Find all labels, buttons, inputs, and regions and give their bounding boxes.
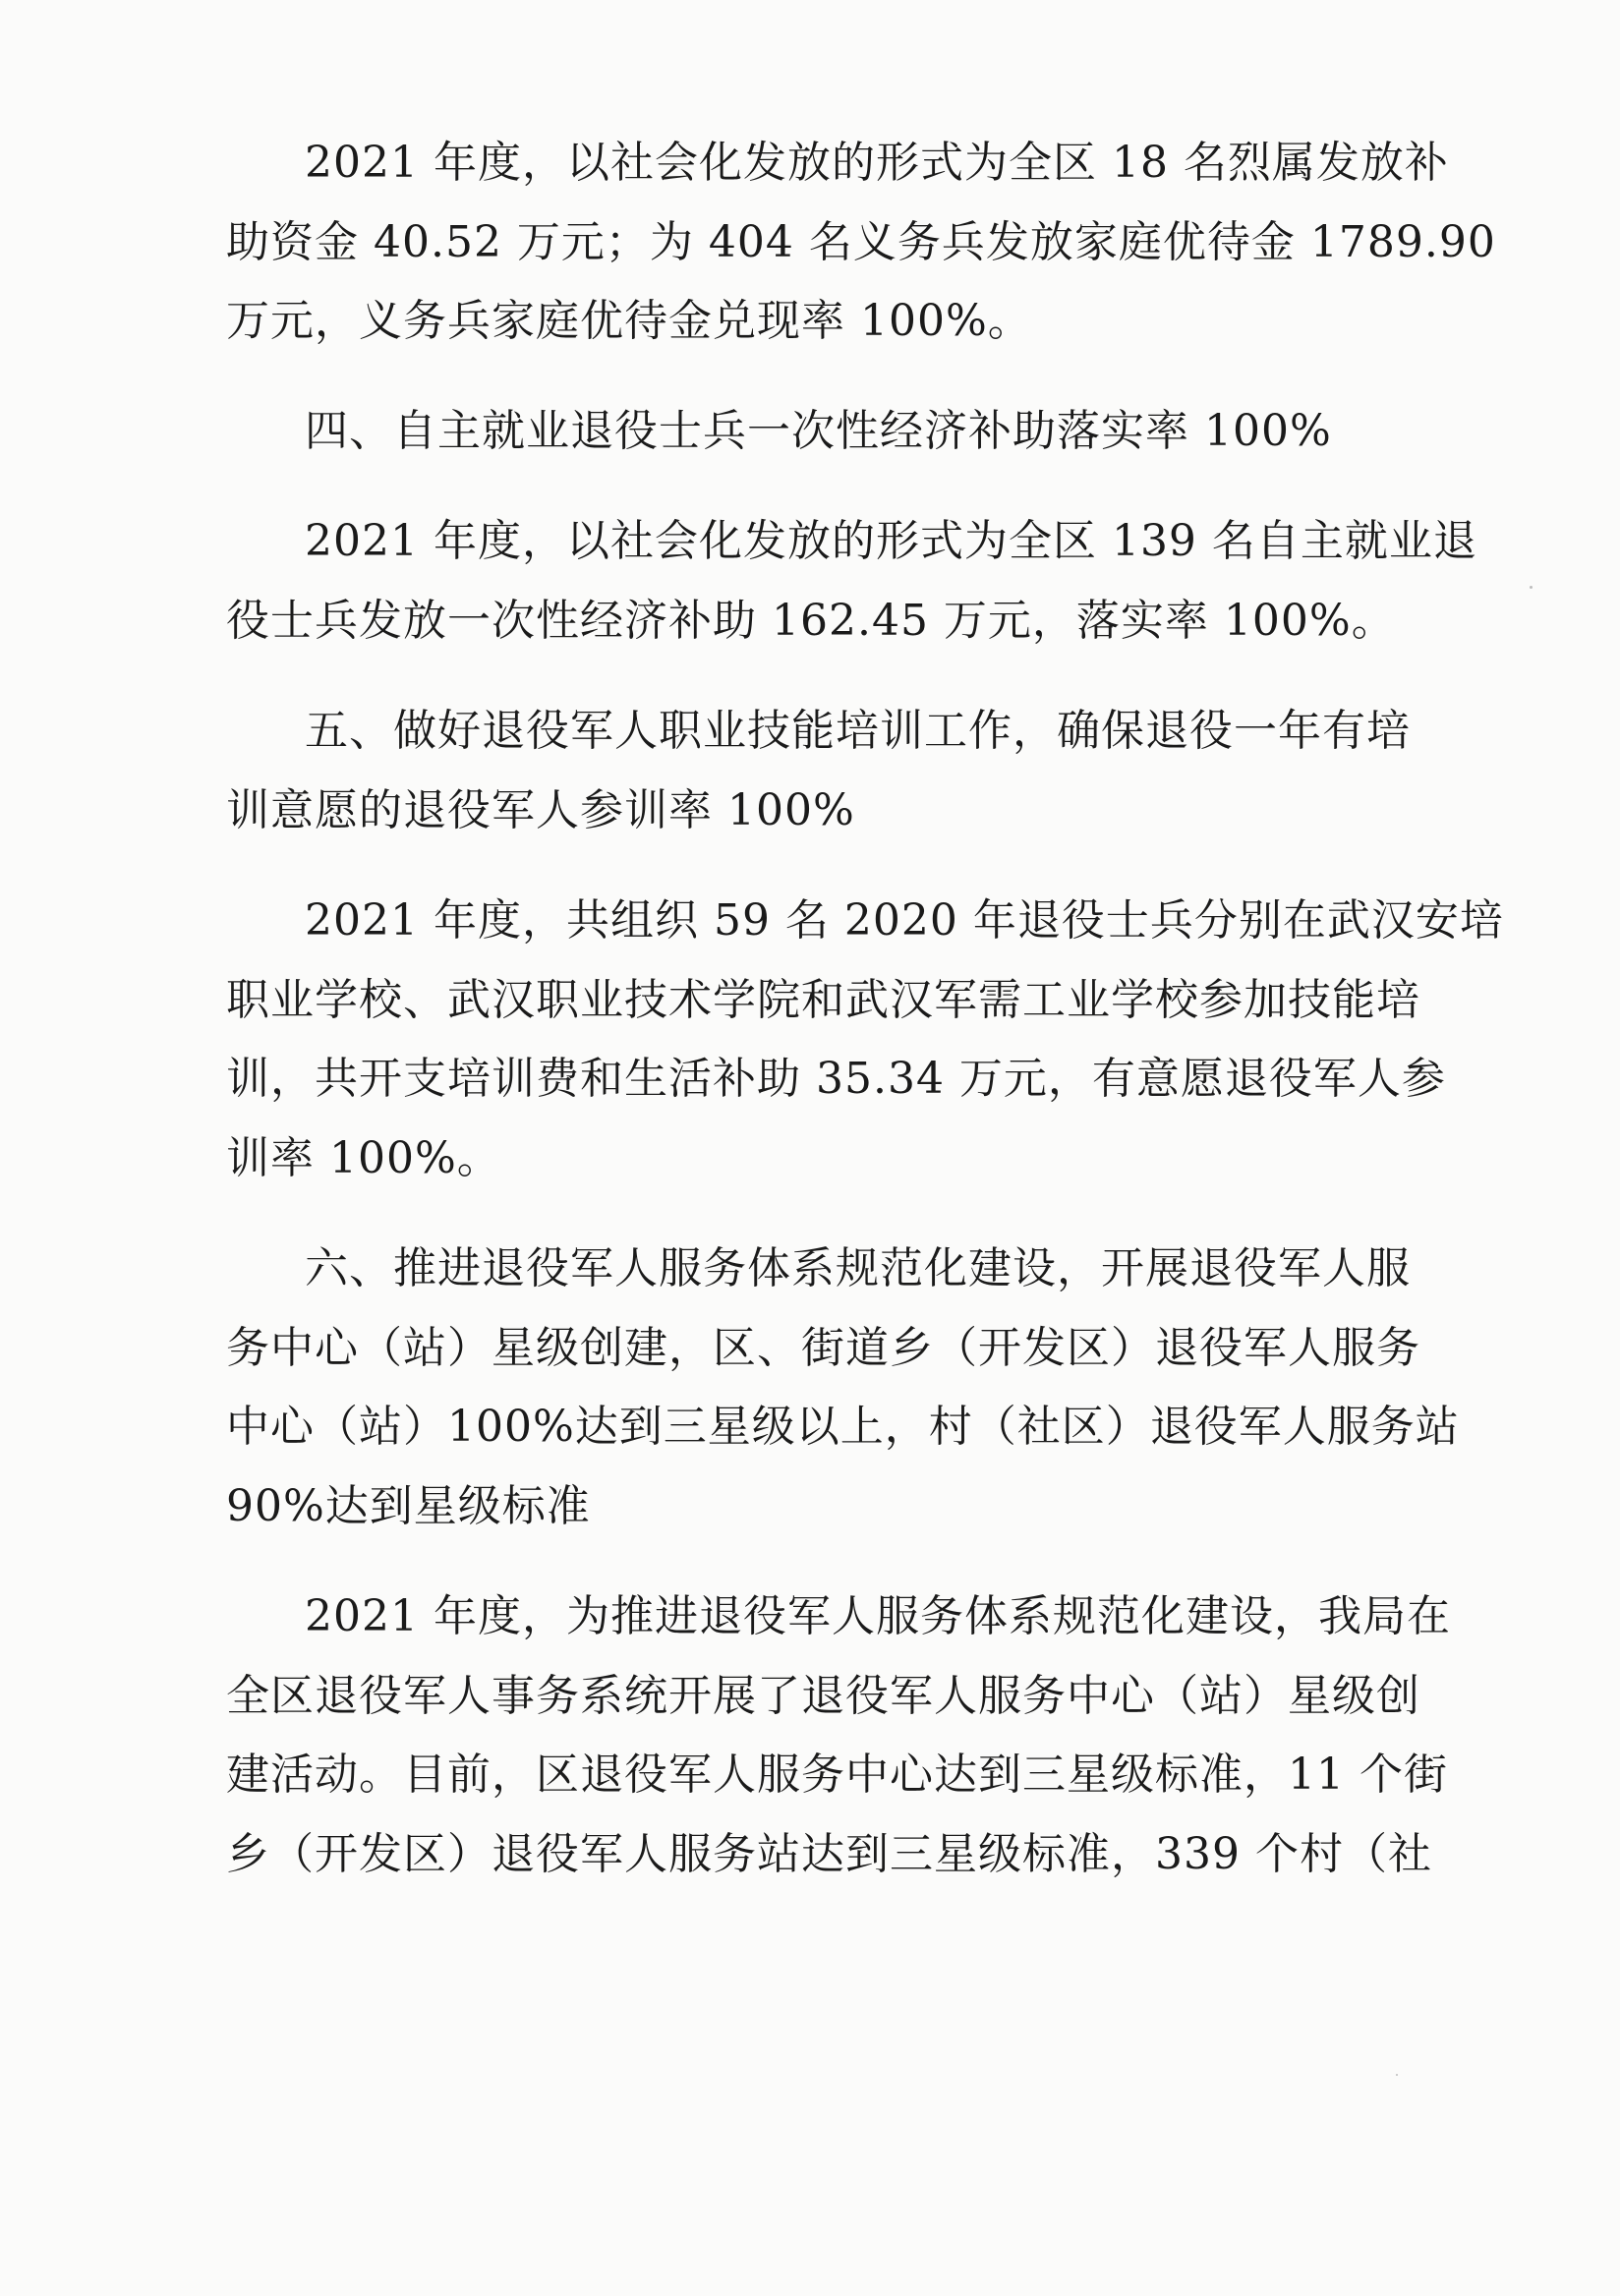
section-heading-6-line-1: 六、推进退役军人服务体系规范化建设，开展退役军人服 [305,1243,1411,1293]
paragraph-1-line-2: 助资金 40.52 万元；为 404 名义务兵发放家庭优待金 1789.90 [226,217,1496,267]
section-heading-5-line-1: 五、做好退役军人职业技能培训工作，确保退役一年有培 [305,706,1411,756]
paragraph-3-line-4: 训率 100%。 [226,1133,501,1183]
paragraph-2-line-1: 2021 年度，以社会化发放的形式为全区 139 名自主就业退 [305,516,1477,566]
paragraph-1-line-1: 2021 年度，以社会化发放的形式为全区 18 名烈属发放补 [305,138,1449,188]
paragraph-4-line-3: 建活动。目前，区退役军人服务中心达到三星级标准，11 个街 [226,1750,1448,1800]
section-heading-6-line-3: 中心（站）100%达到三星级以上，村（社区）退役军人服务站 [226,1402,1460,1452]
paragraph-3-line-3: 训，共开支培训费和生活补助 35.34 万元，有意愿退役军人参 [226,1054,1446,1104]
paragraph-4-line-1: 2021 年度，为推进退役军人服务体系规范化建设，我局在 [305,1591,1451,1641]
scan-speck [1530,586,1533,589]
section-heading-5-line-2: 训意愿的退役军人参训率 100% [226,785,855,835]
paragraph-4-line-4: 乡（开发区）退役军人服务站达到三星级标准，339 个村（社 [226,1829,1432,1879]
paragraph-3-line-2: 职业学校、武汉职业技术学院和武汉军需工业学校参加技能培 [226,975,1420,1025]
section-heading-6-line-2: 务中心（站）星级创建，区、街道乡（开发区）退役军人服务 [226,1323,1420,1373]
section-heading-4: 四、自主就业退役士兵一次性经济补助落实率 100% [305,406,1332,456]
paragraph-1-line-3: 万元，义务兵家庭优待金兑现率 100%。 [226,296,1032,346]
paragraph-3-line-1: 2021 年度，共组织 59 名 2020 年退役士兵分别在武汉安培 [305,895,1504,946]
paragraph-4-line-2: 全区退役军人事务系统开展了退役军人服务中心（站）星级创 [226,1671,1420,1721]
paragraph-2-line-2: 役士兵发放一次性经济补助 162.45 万元，落实率 100%。 [226,596,1396,646]
scan-speck [1396,2074,1398,2076]
section-heading-6-line-4: 90%达到星级标准 [226,1481,591,1531]
